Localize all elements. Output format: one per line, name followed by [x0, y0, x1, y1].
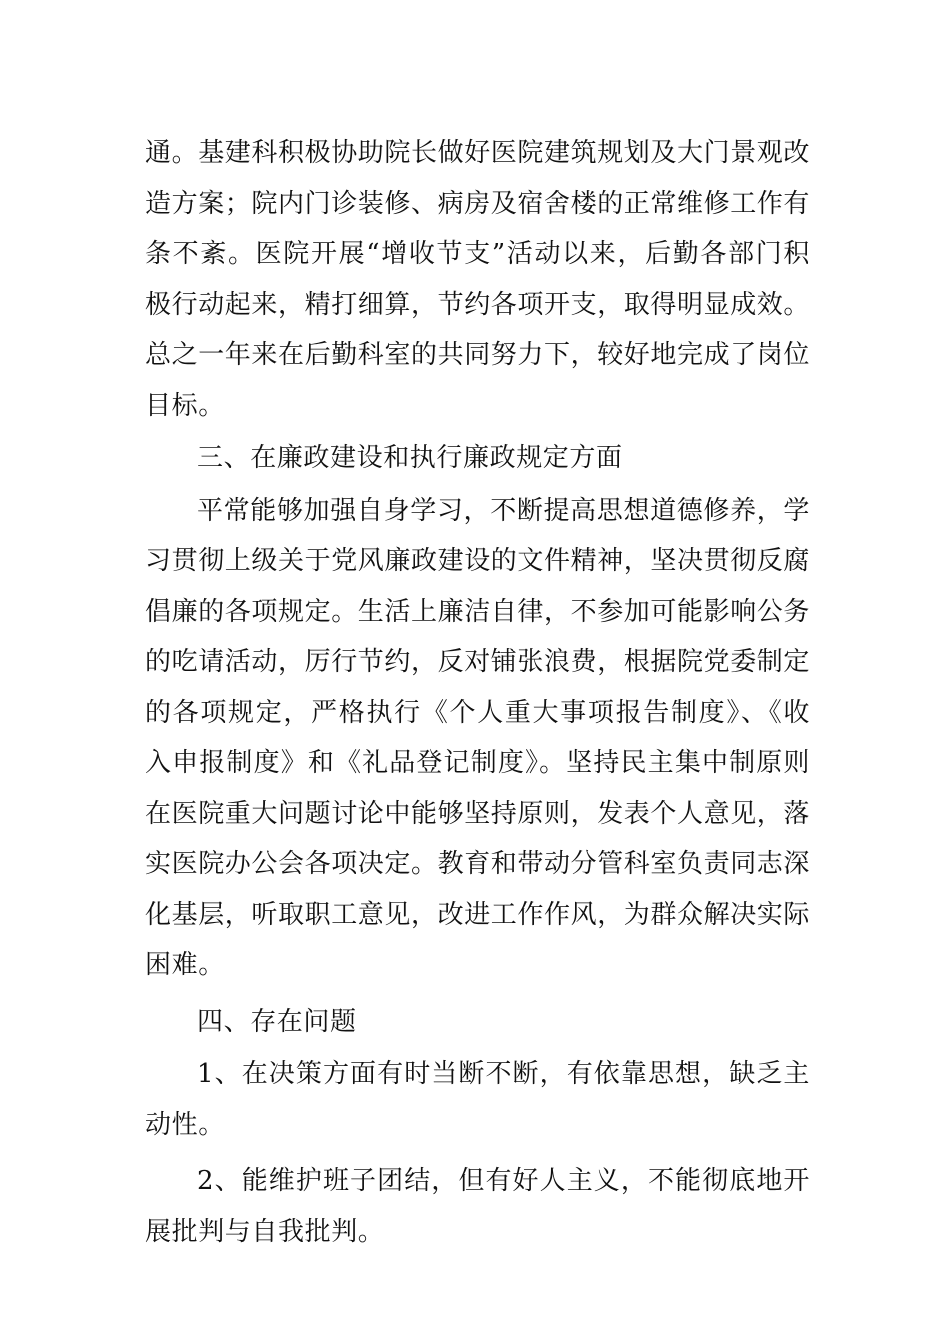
section-heading-4: 四、存在问题 — [197, 1006, 357, 1037]
list-item-1: 1、在决策方面有时当断不断，有依靠思想，缺乏主动性。 — [145, 1059, 810, 1140]
paragraph-continuation: 通。基建科积极协助院长做好医院建筑规划及大门景观改造方案；院内门诊装修、病房及宿舍楼的正常维修工作有条不紊。医院开展“增收节支”活动以来，后勤各部门积极行动起来，精打细算，节约各项开支，取得明显成效。总之一年来在后勤科室的共同努力下，较好地完成了岗位目标。 — [145, 138, 811, 421]
document-body — [145, 128, 810, 1257]
list-item-2: 2、能维护班子团结，但有好人主义，不能彻底地开展批判与自我批判。 — [145, 1166, 810, 1247]
section-heading-3: 三、在廉政建设和执行廉政规定方面 — [197, 443, 623, 473]
paragraph-integrity: 平常能够加强自身学习，不断提高思想道德修养，学习贯彻上级关于党风廉政建设的文件精神，坚决贯彻反腐倡廉的各项规定。生活上廉洁自律，不参加可能影响公务的吃请活动，厉行节约，反对铺张浪费，根据院党委制定的各项规定，严格执行《个人重大事项报告制度》、《收入申报制度》和《礼品登记制度》。坚持民主集中制原则在医院重大问题讨论中能够坚持原则，发表个人意见，落实医院办公会各项决定。教育和带动分管科室负责同志深化基层，听取职工意见，改进工作作风，为群众解决实际困难。 — [145, 495, 811, 980]
